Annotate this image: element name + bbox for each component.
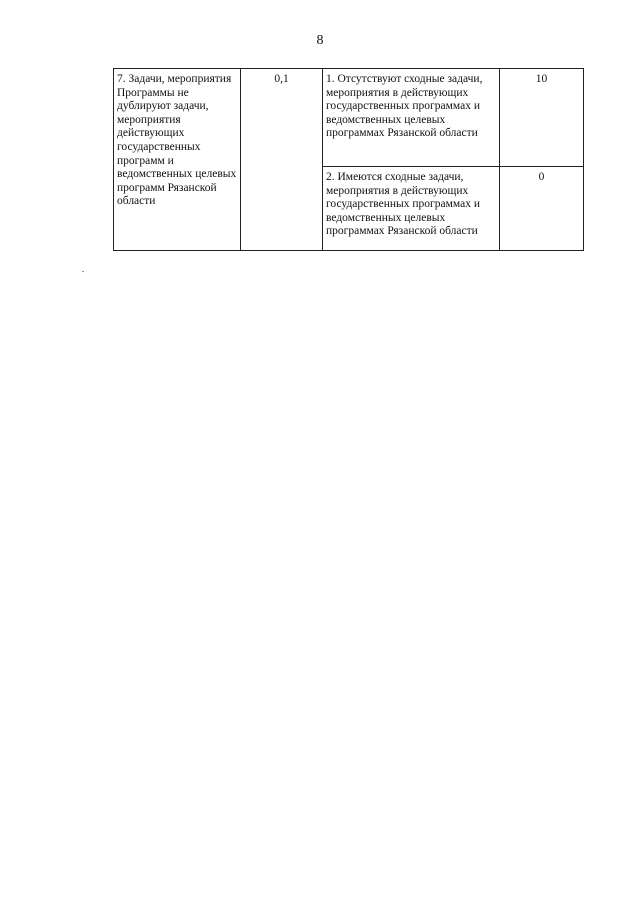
option-description-cell: 2. Имеются сходные задачи, мероприятия в действующих государственных программах и ведомственных целевых программах Рязанской области [323,167,500,251]
option-description-cell: 1. Отсутствуют сходные задачи, мероприятия в действующих государственных программах и ведомственных целевых программах Рязанской области [323,69,500,167]
option-score-cell: 0 [500,167,584,251]
scan-speck [82,271,84,272]
page-number: 8 [316,33,324,48]
criteria-table [113,68,584,251]
criterion-cell: 7. Задачи, мероприятия Программы не дублируют задачи, мероприятия действующих государственных программ и ведомственных целевых программ Рязанской области [114,69,241,251]
table-row [114,69,584,167]
weight-cell: 0,1 [241,69,323,251]
option-score-cell: 10 [500,69,584,167]
